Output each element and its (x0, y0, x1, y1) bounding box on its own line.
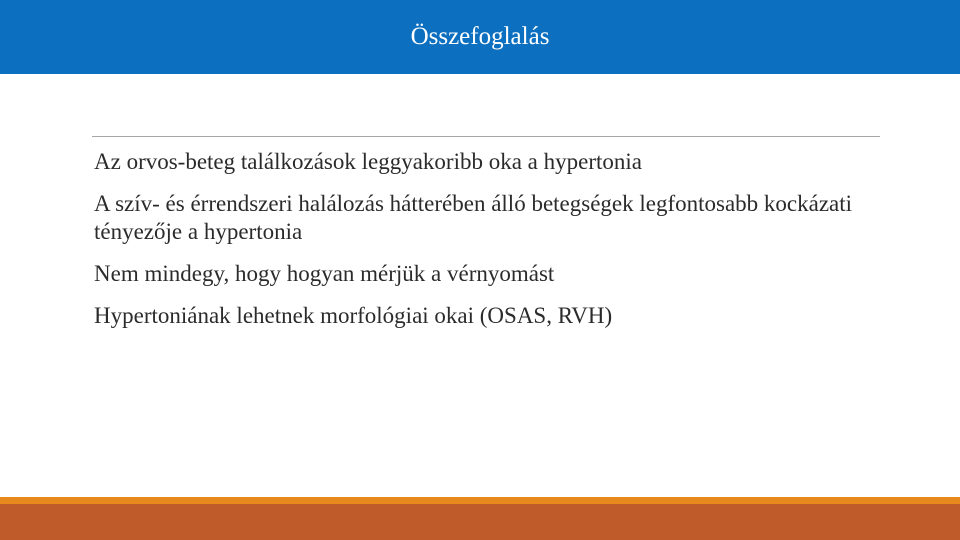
footer-bar (0, 504, 960, 540)
bullet-item: Az orvos-beteg találkozások leggyakoribb oka a hypertonia (94, 149, 642, 174)
slide-title: Összefoglalás (410, 23, 550, 50)
footer-accent-line (0, 497, 960, 504)
bullet-item: Hypertoniának lehetnek morfológiai okai (OSAS, RVH) (94, 303, 613, 328)
title-divider (92, 136, 880, 137)
title-bar (0, 0, 960, 74)
bullet-item: Nem mindegy, hogy hogyan mérjük a vérnyomást (94, 261, 555, 286)
bullet-item: A szív- és érrendszeri halálozás hátterében álló betegségek legfontosabb kockázati tényezője a hypertonia (94, 191, 853, 244)
bullet-list (94, 148, 854, 344)
